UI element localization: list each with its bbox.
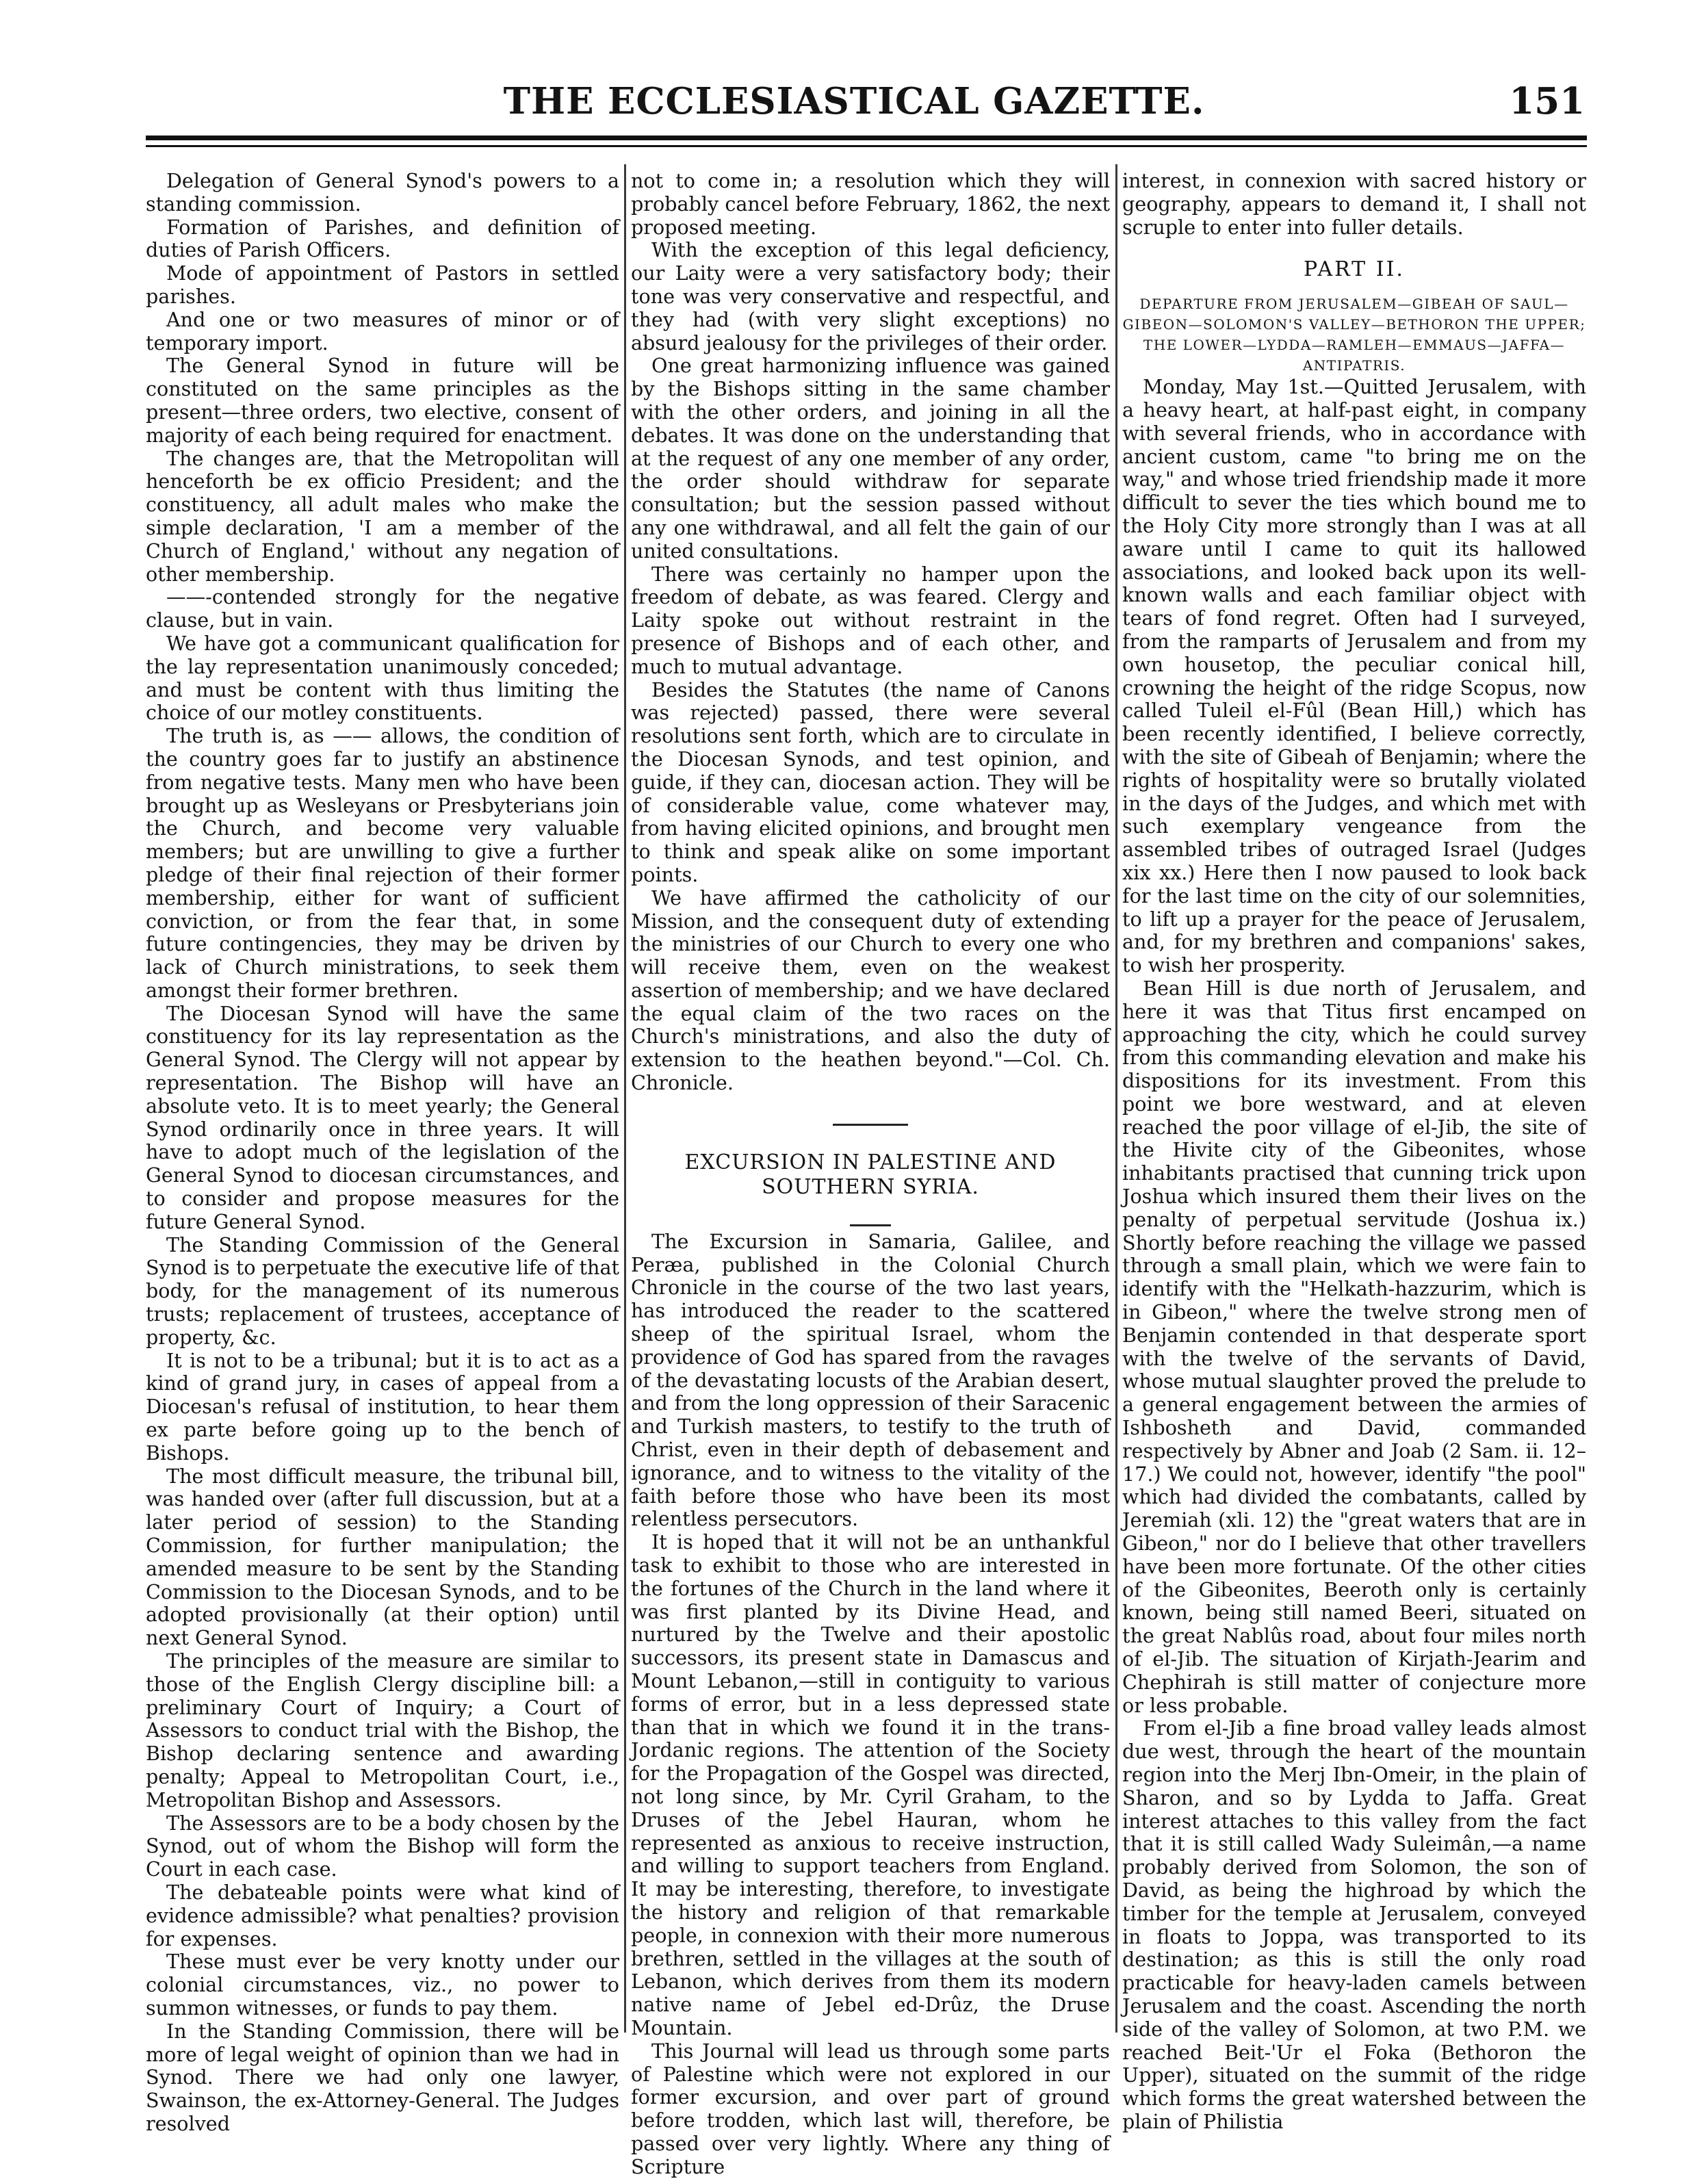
paragraph: interest, in connexion with sacred history or geography, appears to demand it, I shall not scruple to enter into fuller details. <box>1122 169 1586 239</box>
paragraph: The debateable points were what kind of evidence admissible? what penalties? provision for expenses. <box>146 1880 619 1950</box>
paragraph: The Excursion in Samaria, Galilee, and Peræa, published in the Colonial Church Chronicle in the course of the two last years, has introduced the reader to the scattered sheep of the spiritual Israel, whom the providence of God has spared from the ravages of the devastating locusts of the Arabian desert, and from the long oppression of their Saracenic and Turkish masters, to testify to the truth of Christ, even in their depth of debasement and ignorance, and to witness to the vitality of the faith before those who have been its most relentless persecutors. <box>631 1229 1110 1531</box>
page-number: 151 <box>1509 80 1585 123</box>
paragraph: The principles of the measure are similar to those of the English Clergy discipline bill: a preliminary Court of Inquiry; a Court of Assessors to conduct trial with the Bishop, the Bishop declaring sentence and awarding penalty; Appeal to Metropolitan Court, i.e., Metropolitan Bishop and Assessors. <box>146 1649 619 1811</box>
paragraph: The General Synod in future will be constituted on the same principles as the present—three orders, two elective, consent of majority of each being required for enactment. <box>146 354 619 447</box>
paragraph: The Assessors are to be a body chosen by the Synod, out of whom the Bishop will form the Court in each case. <box>146 1811 619 1881</box>
paragraph: One great harmonizing influence was gained by the Bishops sitting in the same chamber with the other orders, and joining in all the debates. It was done on the understanding that at the request of any one member of any order, the order should withdraw for separate consultation; but the session passed without any one withdrawal, and all felt the gain of our united consultations. <box>631 354 1110 563</box>
column-divider <box>1115 164 1117 2033</box>
column-3 <box>1122 169 1586 2133</box>
paragraph: These must ever be very knotty under our colonial circumstances, viz., no power to summon witnesses, or funds to pay them. <box>146 1950 619 2020</box>
paragraph: Monday, May 1st.—Quitted Jerusalem, with a heavy heart, at half-past eight, in company with several friends, who in accordance with ancient custom, came "to bring me on the way," and whose tried friendship made it more difficult to sever the ties which bound me to the Holy City more strongly than I was at all aware until I came to quit its hallowed associations, and looked back upon its well-known walls and each familiar object with tears of fond regret. Often had I surveyed, from the ramparts of Jerusalem and from my own housetop, the peculiar conical hill, crowning the height of the ridge Scopus, now called Tuleil el-Fûl (Bean Hill,) which has been recently identified, I believe correctly, with the site of Gibeah of Benjamin; where the rights of hospitality were so brutally violated in the days of the Judges, and which met with such exemplary vengeance from the assembled tribes of outraged Israel (Judges xix xx.) Here then I now paused to look back for the last time on the city of our solemnities, to lift up a prayer for the peace of Jerusalem, and, for my brethren and companions' sakes, to wish her prosperity. <box>1122 375 1586 977</box>
paragraph: It is not to be a tribunal; but it is to act as a kind of grand jury, in cases of appeal from a Diocesan's refusal of institution, to hear them ex parte before going up to the bench of Bishops. <box>146 1348 619 1465</box>
paragraph: Besides the Statutes (the name of Canons was rejected) passed, there were several resolutions sent forth, which are to circulate in the Diocesan Synods, and test opinion, and guide, if they can, diocesan action. They will be of considerable value, come whatever may, from having elicited opinions, and brought men to think and speak alike on some important points. <box>631 678 1110 886</box>
paragraph: We have got a communicant qualification for the lay representation unanimously conceded; and must be content with thus limiting the choice of our motley constituents. <box>146 631 619 725</box>
paragraph: The Standing Commission of the General Synod is to perpetuate the executive life of that body, for the management of its numerous trusts; replacement of trustees, acceptance of property, &c. <box>146 1233 619 1349</box>
column-1 <box>146 169 619 2135</box>
column-2 <box>631 169 1110 2178</box>
paragraph: Delegation of General Synod's powers to a standing commission. <box>146 169 619 216</box>
paragraph: The Diocesan Synod will have the same constituency for its lay representation as the General Synod. The Clergy will not appear by representation. The Bishop will have an absolute veto. It is to meet yearly; the General Synod ordinarily once in three years. It will have to adopt much of the legislation of the General Synod to diocesan circumstances, and to consider and propose measures for the future General Synod. <box>146 1001 619 1233</box>
paragraph: In the Standing Commission, there will be more of legal weight of opinion than we had in Synod. There we had only one lawyer, Swainson, the ex-Attorney-General. The Judges resolved <box>146 2019 619 2135</box>
paragraph: The most difficult measure, the tribunal bill, was handed over (after full discussion, but at a later period of session) to the Standing Commission, for further manipulation; the amended measure to be sent by the Standing Commission to the Diocesan Synods, and to be adopted provisionally (at their option) until next General Synod. <box>146 1464 619 1650</box>
header-rule-thin <box>146 145 1587 147</box>
section-divider <box>833 1124 908 1126</box>
paragraph: This Journal will lead us through some parts of Palestine which were not explored in our former excursion, and over part of ground before trodden, which last will, therefore, be passed over very lightly. Where any thing of Scripture <box>631 2039 1110 2178</box>
paragraph: The changes are, that the Metropolitan will henceforth be ex officio President; and the constituency, all adult males who make the simple declaration, 'I am a member of the Church of England,' without any negation of other membership. <box>146 446 619 586</box>
paragraph: ——-contended strongly for the negative clause, but in vain. <box>146 585 619 632</box>
column-divider <box>624 164 626 2033</box>
paragraph: It is hoped that it will not be an unthankful task to exhibit to those who are interested in the fortunes of the Church in the land where it was first planted by its Divine Head, and nurtured by the Twelve and their apostolic successors, its present state in Damascus and Mount Lebanon,—still in contiguity to various forms of error, but in a less depressed state than that in which we found it in the trans-Jordanic regions. The attention of the Society for the Propagation of the Gospel was directed, not long since, by Mr. Cyril Graham, to the Druses of the Jebel Hauran, whom he represented as anxious to receive instruction, and willing to support teachers from England. It may be interesting, therefore, to investigate the history and religion of that remarkable people, in connexion with their more numerous brethren, settled in the villages at the south of Lebanon, which derives from them its modern native name of Jebel ed-Drûz, the Druse Mountain. <box>631 1530 1110 2039</box>
section-title: EXCURSION IN PALESTINE AND SOUTHERN SYRIA. <box>684 1150 1057 1199</box>
title-rule <box>850 1224 891 1226</box>
paragraph: Formation of Parishes, and definition of duties of Parish Officers. <box>146 215 619 262</box>
page-header <box>0 0 1708 123</box>
part-summary: DEPARTURE FROM JERUSALEM—GIBEAH OF SAUL—GIBEON—SOLOMON'S VALLEY—BETHORON THE UPPER; THE LOWER—LYDDA—RAMLEH—EMMAUS—JAFFA—ANTIPATRIS. <box>1122 296 1586 374</box>
paragraph: Bean Hill is due north of Jerusalem, and here it was that Titus first encamped on approaching the city, which he could survey from this commanding elevation and make his dispositions for its investment. From this point we bore westward, and at eleven reached the poor village of el-Jib, the site of the Hivite city of the Gibeonites, whose inhabitants practised that cunning trick upon Joshua which insured them their lives on the penalty of perpetual servitude (Joshua ix.) Shortly before reaching the village we passed through a small plain, which we were fain to identify with the "Helkath-hazzurim, which is in Gibeon," where the twelve strong men of Benjamin contended in that desperate sport with the twelve of the servants of David, whose mutual slaughter proved the prelude to a general engagement between the armies of Ishbosheth and David, commanded respectively by Abner and Joab (2 Sam. ii. 12–17.) We could not, however, identify "the pool" which had divided the combatants, called by Jeremiah (xli. 12) the "great waters that are in Gibeon," nor do I believe that other travellers have been more fortunate. Of the other cities of the Gibeonites, Beeroth only is certainly known, being still named Beeri, situated on the great Nablûs road, about four miles north of el-Jib. The situation of Kirjath-Jearim and Chephirah is still matter of conjecture more or less probable. <box>1122 976 1586 1717</box>
paragraph: There was certainly no hamper upon the freedom of debate, as was feared. Clergy and Laity spoke out without restraint in the presence of Bishops and of each other, and much to mutual advantage. <box>631 562 1110 678</box>
paragraph: Mode of appointment of Pastors in settled parishes. <box>146 261 619 308</box>
part-heading: PART II. <box>1304 257 1405 282</box>
paragraph: We have affirmed the catholicity of our Mission, and the consequent duty of extending the ministries of our Church to every one who will receive them, even on the weakest assertion of membership; and we have declared the equal claim of the two races on the Church's ministrations, and also the duty of extension to the heathen beyond."—Col. Ch. Chronicle. <box>631 886 1110 1095</box>
paragraph: The truth is, as —— allows, the condition of the country goes far to justify an abstinence from negative tests. Many men who have been brought up as Wesleyans or Presbyterians join the Church, and become very valuable members; but are unwilling to give a further pledge of their final rejection of their former membership, either for want of sufficient conviction, or from the fear that, in some future contingencies, they may be driven by lack of Church ministrations, to seek them amongst their former brethren. <box>146 724 619 1002</box>
paragraph: With the exception of this legal deficiency, our Laity were a very satisfactory body; their tone was very conservative and respectful, and they had (with very slight exceptions) no absurd jealousy for the privileges of their order. <box>631 238 1110 354</box>
paragraph: From el-Jib a fine broad valley leads almost due west, through the heart of the mountain region into the Merj Ibn-Omeir, in the plain of Sharon, and so by Lydda to Jaffa. Great interest attaches to this valley from the fact that it is still called Wady Suleimân,—a name probably derived from Solomon, the son of David, as being the highroad by which the timber for the temple at Jerusalem, conveyed in floats to Joppa, was transported to its destination; as this is still the only road practicable for heavy-laden camels between Jerusalem and the coast. Ascending the north side of the valley of Solomon, at two P.M. we reached Beit-'Ur el Foka (Bethoron the Upper), situated on the summit of the ridge which forms the great watershed between the plain of Philistia <box>1122 1716 1586 2133</box>
header-rule-thick <box>146 136 1587 140</box>
paragraph: not to come in; a resolution which they will probably cancel before February, 1862, the next proposed meeting. <box>631 169 1110 239</box>
newspaper-title: THE ECCLESIASTICAL GAZETTE. <box>503 80 1205 123</box>
paragraph: And one or two measures of minor or of temporary import. <box>146 307 619 354</box>
